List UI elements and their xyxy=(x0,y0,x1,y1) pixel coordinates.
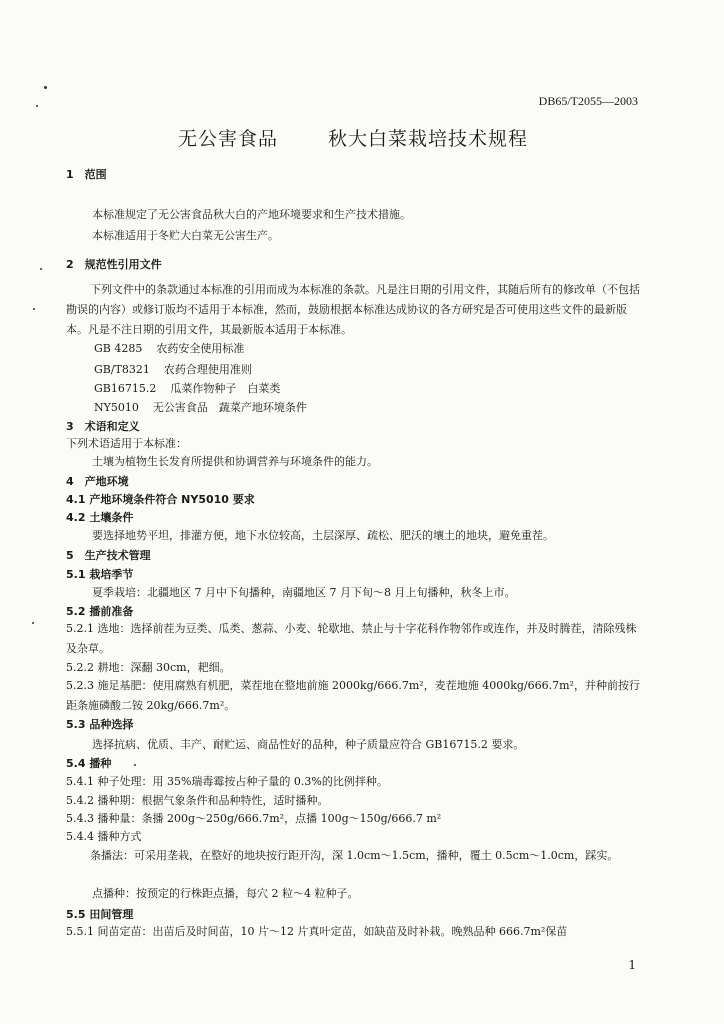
reference-item xyxy=(94,340,244,356)
section-4-heading: 4 产地环境 xyxy=(66,475,129,488)
section-3-definition: 土壤为植物生长发育所提供和协调营养与环境条件的能力。 xyxy=(92,455,378,468)
page-number: 1 xyxy=(628,958,636,972)
section-3-heading: 3 术语和定义 xyxy=(66,420,140,433)
reference-name: 农药安全使用标准 xyxy=(156,342,245,355)
reference-code: GB 4285 xyxy=(94,342,143,355)
title-part-2: 秋大白菜栽培技术规程 xyxy=(328,128,529,150)
section-5-5-1-para: 5.5.1 间苗定苗：出苗后及时间苗，10 片～12 片真叶定苗，如缺苗及时补栽。晚熟品种 666.7m²保苗 xyxy=(66,925,568,938)
section-4-2-para: 要选择地势平坦，排灌方便，地下水位较高，土层深厚、疏松、肥沃的壤土的地块，避免重茬。 xyxy=(92,529,554,542)
section-5-4-4-para-b: 点播种：按预定的行株距点播，每穴 2 粒～4 粒种子。 xyxy=(92,887,359,900)
reference-code: GB16715.2 xyxy=(94,382,157,395)
reference-name: 农药合理使用准则 xyxy=(163,363,252,376)
scan-speck xyxy=(36,105,38,107)
reference-item xyxy=(94,380,280,396)
section-5-2-1-para: 5.2.1 选地：选择前茬为豆类、瓜类、葱蒜、小麦、轮歇地、禁止与十字花科作物邻作或连作，并及时腾茬，清除残株及杂草。 xyxy=(66,622,637,655)
title-part-1: 无公害食品 xyxy=(178,128,279,150)
section-4-1-heading: 4.1 产地环境条件符合 NY5010 要求 xyxy=(66,493,255,506)
section-1-heading: 1 范围 xyxy=(66,168,107,181)
section-5-2-2-para: 5.2.2 耕地：深翻 30cm，耙细。 xyxy=(66,661,231,674)
section-2-heading: 2 规范性引用文件 xyxy=(66,258,162,271)
scan-speck xyxy=(33,308,35,310)
reference-item xyxy=(94,361,252,377)
reference-code: GB/T8321 xyxy=(94,363,150,376)
section-5-5-heading: 5.5 田间管理 xyxy=(66,908,134,921)
section-5-4-4-heading: 5.4.4 播种方式 xyxy=(66,830,142,843)
reference-code: NY5010 xyxy=(94,401,139,414)
scan-speck xyxy=(134,764,136,766)
section-1-para-1: 本标准规定了无公害食品秋大白的产地环境要求和生产技术措施。 xyxy=(92,208,411,221)
section-1-para-2: 本标准适用于冬贮大白菜无公害生产。 xyxy=(92,229,279,242)
reference-item xyxy=(94,399,307,415)
section-5-3-heading: 5.3 品种选择 xyxy=(66,718,134,731)
section-5-4-2-para: 5.4.2 播种期：根据气象条件和品种特性，适时播种。 xyxy=(66,794,329,807)
document-title xyxy=(178,124,528,151)
section-2-para: 下列文件中的条款通过本标准的引用而成为本标准的条款。凡是注日期的引用文件，其随后所有的修改单（不包括勘误的内容）或修订版均不适用于本标准，然而，鼓励根据本标准达成协议的各方研究是否可使用这些文件的最新版本。凡是不注日期的引用文件，其最新版本适用于本标准。 xyxy=(66,283,640,336)
reference-name: 瓜菜作物种子 白菜类 xyxy=(170,382,281,395)
section-5-1-para: 夏季栽培：北疆地区 7 月中下旬播种，南疆地区 7 月下旬～8 月上旬播种，秋冬上市。 xyxy=(92,586,516,599)
reference-name: 无公害食品 蔬菜产地环境条件 xyxy=(152,401,307,414)
section-5-3-para: 选择抗病、优质、丰产、耐贮运、商品性好的品种，种子质量应符合 GB16715.2 要求。 xyxy=(92,738,525,751)
section-5-4-heading: 5.4 播种 xyxy=(66,757,112,770)
standard-number: DB65/T2055—2003 xyxy=(538,94,638,108)
scan-speck xyxy=(40,268,42,270)
section-5-4-4-para-a: 条播法：可采用垄栽，在整好的地块按行距开沟，深 1.0cm～1.5cm，播种，覆土 0.5cm～1.0cm，踩实。 xyxy=(90,849,619,862)
section-5-1-heading: 5.1 栽培季节 xyxy=(66,568,134,581)
section-4-2-heading: 4.2 土壤条件 xyxy=(66,511,134,524)
section-3-intro: 下列术语适用于本标准： xyxy=(66,437,187,450)
section-5-2-heading: 5.2 播前准备 xyxy=(66,605,134,618)
section-5-heading: 5 生产技术管理 xyxy=(66,549,151,562)
section-5-4-1-para: 5.4.1 种子处理：用 35%瑞毒霉按占种子量的 0.3%的比例拌种。 xyxy=(66,775,388,788)
section-5-4-3-para: 5.4.3 播种量：条播 200g～250g/666.7m²，点播 100g～150g/666.7 m² xyxy=(66,812,442,825)
section-5-2-3-para: 5.2.3 施足基肥：使用腐熟有机肥，菜茬地在整地前施 2000kg/666.7m²，麦茬地施 4000kg/666.7m²，并种前按行距条施磷酸二铵 20kg/666.7m²。 xyxy=(66,679,640,712)
scan-speck xyxy=(32,622,34,624)
scan-speck xyxy=(44,86,47,89)
